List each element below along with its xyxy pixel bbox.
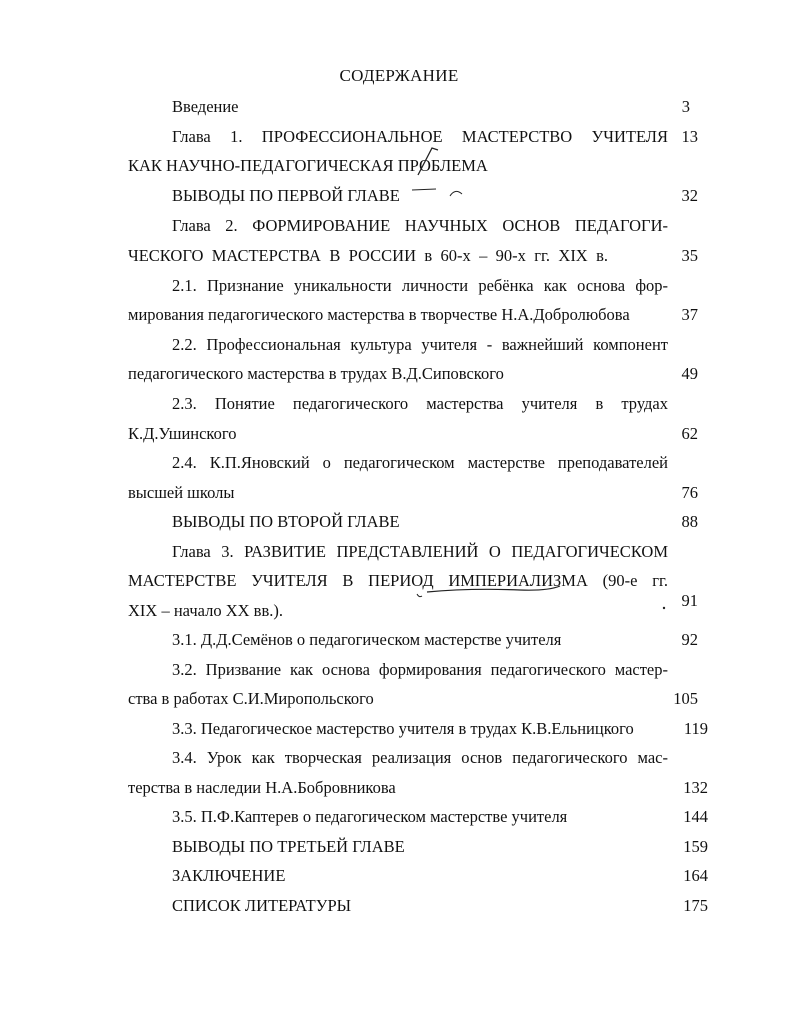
toc-page-intro: 3	[681, 97, 690, 116]
toc-page-ch1-conclusion: 32	[681, 186, 698, 205]
toc-entry-s3-4-line1: 3.4. Урок как творческая реализация основ педагогического мас-	[172, 748, 668, 767]
toc-page-s2-3: 62	[681, 424, 698, 443]
toc-entry-s2-3-line1: 2.3. Понятие педагогического мастерства учителя в трудах	[172, 394, 668, 413]
toc-entry-ch2-line1: Глава 2. ФОРМИРОВАНИЕ НАУЧНЫХ ОСНОВ ПЕДАГОГИ-	[172, 216, 668, 235]
toc-page-ch3-conclusion: 159	[683, 837, 708, 856]
toc-page-s3-2: 105	[673, 689, 698, 708]
toc-entry-s3-2-line1: 3.2. Призвание как основа формирования педагогического мастер-	[172, 660, 668, 679]
toc-page-ch1: 13	[681, 127, 698, 146]
pen-stroke-curl	[450, 191, 462, 196]
toc-page-s3-5: 144	[683, 807, 708, 826]
toc-entry-ch1-line1: Глава 1. ПРОФЕССИОНАЛЬНОЕ МАСТЕРСТВО УЧИТЕЛЯ	[172, 127, 668, 146]
toc-entry-conclusion: ЗАКЛЮЧЕНИЕ	[172, 866, 286, 885]
page-title: СОДЕРЖАНИЕ	[339, 66, 459, 85]
toc-entry-s2-3-line2: К.Д.Ушинского	[128, 424, 237, 443]
toc-entry-ch2-line2: ЧЕСКОГО МАСТЕРСТВА В РОССИИ в 60-х – 90-х гг. XIX в.	[128, 246, 608, 265]
toc-page-s2-1: 37	[681, 305, 698, 324]
toc-entry-s3-4-line2: терства в наследии Н.А.Бобровникова	[128, 778, 396, 797]
toc-page-s3-3: 119	[683, 719, 708, 738]
toc-page-bibliography: 175	[683, 896, 708, 915]
toc-page-s2-4: 76	[681, 483, 698, 502]
toc-entry-bibliography: СПИСОК ЛИТЕРАТУРЫ	[172, 896, 352, 915]
toc-page-s3-1: 92	[681, 630, 698, 649]
toc-entry-s3-3: 3.3. Педагогическое мастерство учителя в трудах К.В.Ельницкого	[172, 719, 634, 738]
toc-entry-s2-2-line1: 2.2. Профессиональная культура учителя - важнейший компонент	[172, 335, 668, 354]
toc-page-conclusion: 164	[683, 866, 708, 885]
toc-entry-s2-1-line1: 2.1. Признание уникальности личности ребёнка как основа фор-	[172, 276, 668, 295]
pen-stroke-dash	[412, 189, 436, 190]
toc-entry-ch3-conclusion: ВЫВОДЫ ПО ТРЕТЬЕЙ ГЛАВЕ	[172, 837, 405, 856]
toc-page-s2-2: 49	[681, 364, 698, 383]
toc-page-ch2-conclusion: 88	[681, 512, 698, 531]
toc-entry-s2-4-line1: 2.4. К.П.Яновский о педагогическом мастерстве преподавателей	[172, 453, 668, 472]
toc-entry-ch3-line3: XIX – начало XX вв.).	[128, 601, 283, 620]
toc-entry-ch1-line2: КАК НАУЧНО-ПЕДАГОГИЧЕСКАЯ ПРОБЛЕМА	[128, 156, 488, 175]
pen-stroke-tick	[417, 594, 422, 597]
toc-entry-ch2-conclusion: ВЫВОДЫ ПО ВТОРОЙ ГЛАВЕ	[172, 512, 400, 531]
toc-entry-ch1-conclusion: ВЫВОДЫ ПО ПЕРВОЙ ГЛАВЕ	[172, 186, 400, 205]
toc-entry-s2-1-line2: мирования педагогического мастерства в творчестве Н.А.Добролюбова	[128, 305, 630, 324]
toc-entry-s3-2-line2: ства в работах С.И.Миропольского	[128, 689, 374, 708]
toc-entry-s3-1: 3.1. Д.Д.Семёнов о педагогическом мастерстве учителя	[172, 630, 562, 649]
toc-entry-ch3-line1: Глава 3. РАЗВИТИЕ ПРЕДСТАВЛЕНИЙ О ПЕДАГОГИЧЕСКОМ	[172, 542, 668, 561]
pen-dot	[663, 607, 665, 609]
toc-page-ch2: 35	[681, 246, 698, 265]
toc-page-s3-4: 132	[683, 778, 708, 797]
toc-page-ch3: 91	[681, 591, 698, 610]
toc-entry-s2-2-line2: педагогического мастерства в трудах В.Д.Сиповского	[128, 364, 504, 383]
toc-entry-ch3-line2: МАСТЕРСТВЕ УЧИТЕЛЯ В ПЕРИОД ИМПЕРИАЛИЗМА (90-е гг.	[128, 571, 668, 590]
toc-entry-s2-4-line2: высшей школы	[128, 483, 235, 502]
toc-entry-intro: Введение	[172, 97, 239, 116]
toc-entry-s3-5: 3.5. П.Ф.Каптерев о педагогическом мастерстве учителя	[172, 807, 568, 826]
